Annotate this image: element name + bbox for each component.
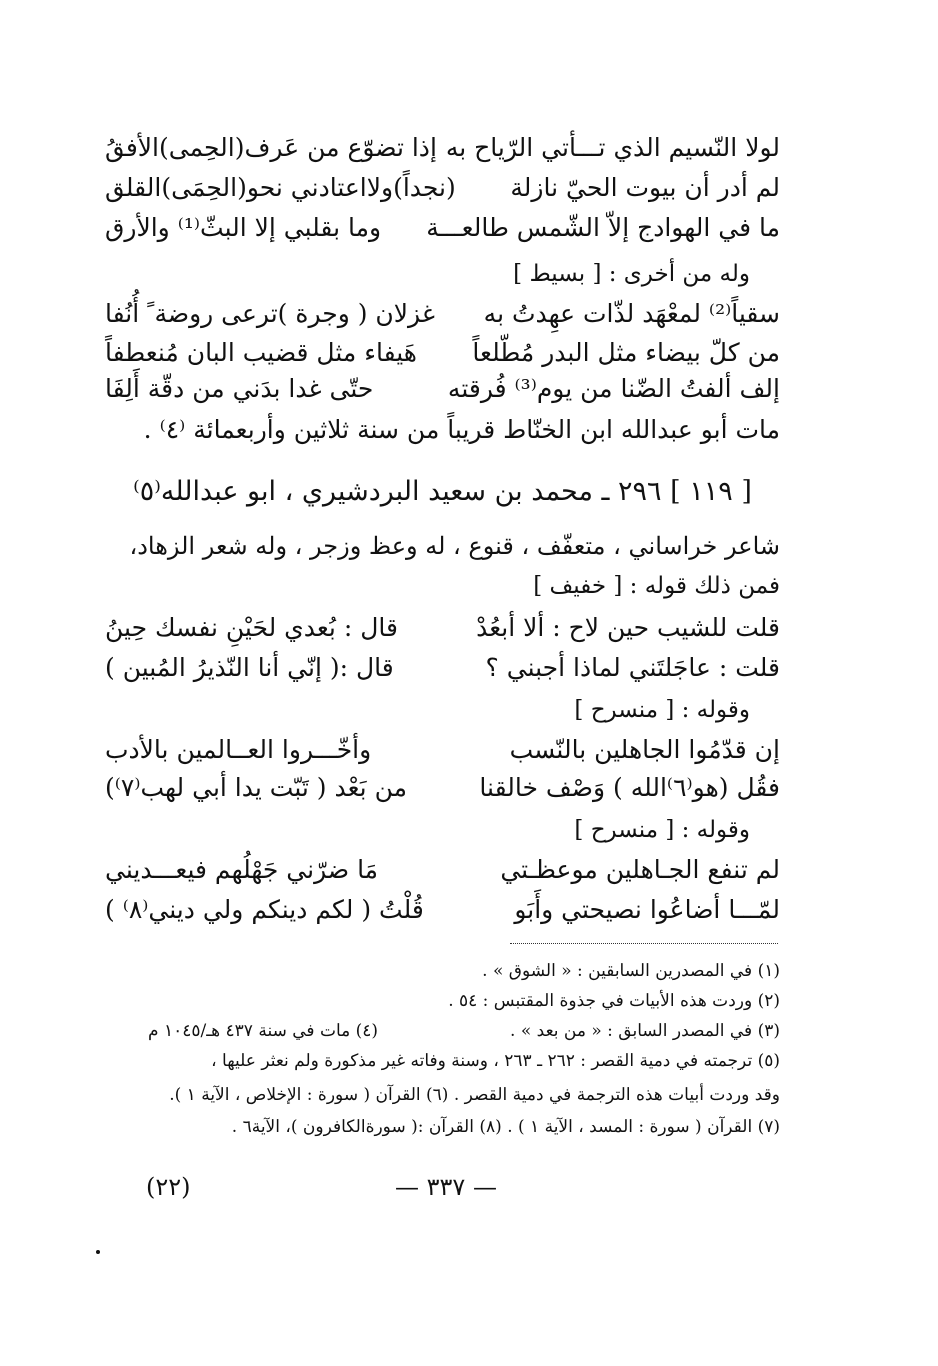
verse-first-hemistich: إلف ألفتُ الضّنا من يوم⁽³⁾ فُرقته [447,374,780,403]
verse-second-hemistich: إذا تضوّع من عَرف(الحِمى)الأفقُ [105,133,437,162]
scan-speck [96,1250,100,1254]
footnote: (٧) القرآن ( سورة : المسد ، الآية ١ ) . (٨) القرآن :( سورةالكافرون )، الآية٦ . [231,1117,780,1137]
verse [105,608,780,648]
death-note: مات أبو عبدالله ابن الخنّاط قريباً من سنة ثلاثين وأربعمائة ⁽٤⁾ . [143,415,780,444]
verse [105,128,780,168]
verse-second-hemistich: وما بقلبي إلا البثّ⁽¹⁾ والأرق [105,213,382,242]
page-number: — ٣٣٧ — [395,1173,497,1201]
verse [105,648,780,688]
verse-second-hemistich: مَا ضرّني جَهْلُهم فيعـــديني [105,855,379,884]
entry-description: شاعر خراساني ، متعفّف ، قنوع ، له وعظ وزجر ، وله شعر الزهاد، [129,532,780,560]
verse-second-hemistich: غزلان ( وجرة )ترعى روضة ً أُنُفا [105,299,435,328]
meter-intro: وقوله : [ منسرح ] [574,697,750,723]
footnote: وقد وردت أبيات هذه الترجمة في دمية القصر . (٦) القرآن ( سورة : الإخلاص ، الآية ١ ). [169,1085,780,1105]
verse [105,333,780,373]
verse-second-hemistich: قُلْتُ ( لكم دينكم ولي ديني⁽٨⁾ ) [105,895,424,924]
footnote: (٢) وردت هذه الأبيات في جذوة المقتبس : ٥٤ . [448,991,780,1011]
verse-second-hemistich: (نجداً)ولااعتادني نحو(الحِمَى)القلق [105,173,456,202]
verse-first-hemistich: قلت للشيب حين لاح : ألا أبعُدْ [476,613,780,642]
footnote: (٥) ترجمته في دمية القصر : ٢٦٢ ـ ٢٦٣ ، وسنة وفاته غير مذكورة ولم نعثر عليها ، [211,1051,780,1071]
verse-second-hemistich: قال : بُعدي لحَيْنِ نفسك حِينُ [105,613,398,642]
meter-intro: وقوله : [ منسرح ] [574,817,750,843]
meter-intro: فمن ذلك قوله : [ خفيف ] [533,573,780,599]
verse-first-hemistich: لم أدر أن بيوت الحيّ نازلة [510,173,780,202]
footnote: (٤) مات في سنة ٤٣٧ هـ/١٠٤٥ م [148,1021,379,1041]
meter-intro: وله من أخرى : [ بسيط ] [513,261,750,287]
verse [105,369,780,409]
verse-first-hemistich: من كلّ بيضاء مثل البدر مُطّلعاً [472,338,780,367]
verse [105,168,780,208]
footnote: (١) في المصدرين السابقين : « الشوق » . [482,961,780,981]
verse [105,294,780,334]
verse-second-hemistich: وأخّـــروا العــالمين بالأدب [105,735,372,764]
verse-first-hemistich: سقياً⁽²⁾ لمعْهَد لذّات عهِدتُ به [483,299,780,328]
entry-heading: [ ١١٩ ] ٢٩٦ ـ محمد بن سعيد البردشيري ، ابو عبدالله⁽٥⁾ [133,476,752,507]
verse-second-hemistich: قال :( إنّي أنا النّذيرُ المُبين ) [105,653,394,682]
verse-second-hemistich: حتّى غدا بدَني من دقّة أَلِفَا [105,374,374,403]
verse-second-hemistich: هَيفاء مثل قضيب البان مُنعطفاً [105,338,417,367]
footnote: (٣) في المصدر السابق : « من بعد » . [510,1021,780,1041]
footnote-separator [510,943,778,944]
verse-first-hemistich: لولا النّسيم الذي تـــأتي الرّياح به [445,133,780,162]
verse [105,890,780,930]
verse-first-hemistich: إن قدّمُوا الجاهلين بالنّسب [509,735,780,764]
verse-first-hemistich: لمّـــا أضاعُوا نصيحتي وأَبَو [514,895,780,924]
verse-first-hemistich: فقُل (هو⁽٦⁾الله ) وَصْف خالقنا [479,773,780,802]
verse-first-hemistich: ما في الهوادج إلاّ الشّمس طالعـــة [426,213,780,242]
verse [105,208,780,248]
verse [105,850,780,890]
verse [105,730,780,770]
verse-first-hemistich: قلت : عاجَلتَني لماذا أجبني ؟ [485,653,780,682]
verse-first-hemistich: لم تنفع الجـاهلين موعظـتي [500,855,780,884]
alternate-page-number: (٢٢) [146,1173,191,1201]
verse-second-hemistich: من بَعْد ( تَبّت يدا أبي لهب⁽٧⁾) [105,773,407,802]
verse [105,768,780,808]
